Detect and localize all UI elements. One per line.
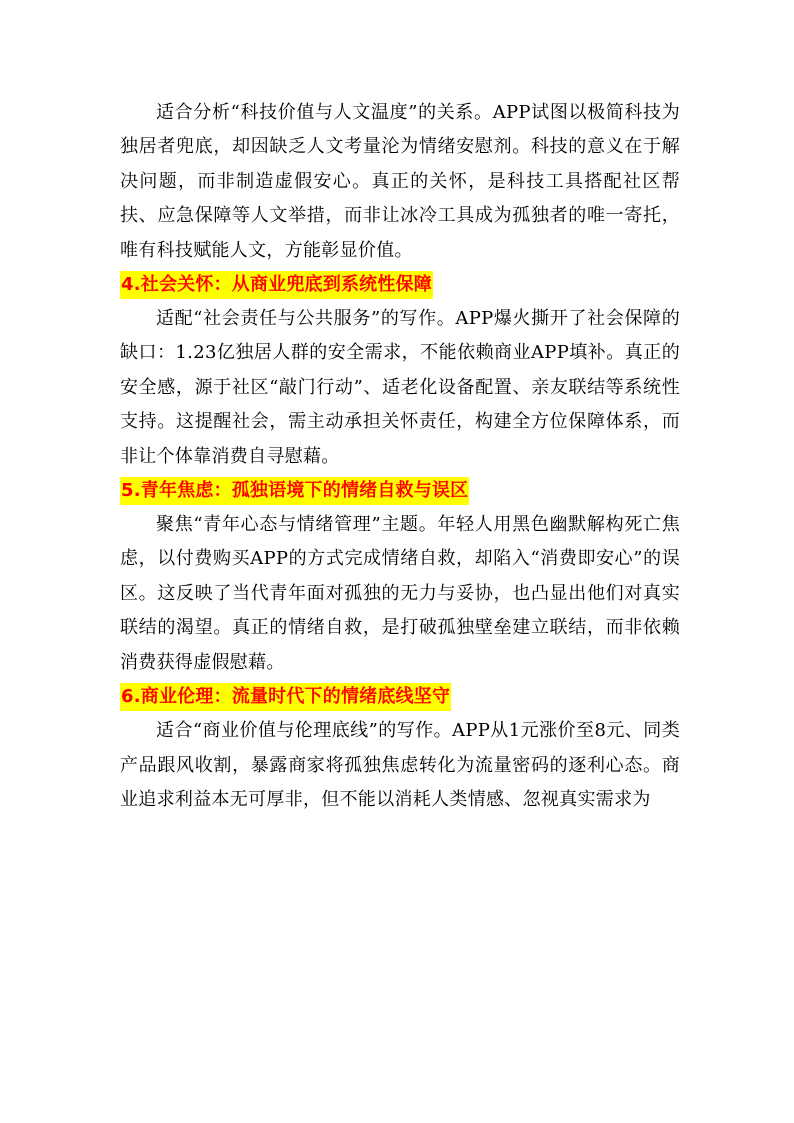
section-heading-4	[120, 270, 680, 300]
section-heading-6	[120, 682, 680, 712]
section-heading-6-text: 6.商业伦理：流量时代下的情绪底线坚守	[120, 683, 451, 711]
paragraph-youth-anxiety: 聚焦“青年心态与情绪管理”主题。年轻人用黑色幽默解构死亡焦虑，以付费购买APP的方式完成情绪自救，却陷入“消费即安心”的误区。这反映了当代青年面对孤独的无力与妥协，也凸显出他们对真实联结的渴望。真正的情绪自救，是打破孤独壁垒建立联结，而非依赖消费获得虚假慰藉。	[120, 514, 680, 673]
section-heading-5	[120, 476, 680, 506]
document-page	[120, 96, 680, 817]
paragraph-social-care: 适配“社会责任与公共服务”的写作。APP爆火撕开了社会保障的缺口：1.23亿独居人群的安全需求，不能依赖商业APP填补。真正的安全感，源于社区“敲门行动”、适老化设备配置、亲友联结等系统性支持。这提醒社会，需主动承担关怀责任，构建全方位保障体系，而非让个体靠消费自寻慰藉。	[120, 308, 680, 467]
section-heading-4-text: 4.社会关怀：从商业兜底到系统性保障	[120, 271, 433, 299]
section-heading-5-text: 5.青年焦虑：孤独语境下的情绪自救与误区	[120, 477, 469, 505]
paragraph-tech-humanity: 适合分析“科技价值与人文温度”的关系。APP试图以极简科技为独居者兜底，却因缺乏人文考量沦为情绪安慰剂。科技的意义在于解决问题，而非制造虚假安心。真正的关怀，是科技工具搭配社区帮扶、应急保障等人文举措，而非让冰冷工具成为孤独者的唯一寄托，唯有科技赋能人文，方能彰显价值。	[120, 102, 680, 261]
paragraph-business-ethics: 适合“商业价值与伦理底线”的写作。APP从1元涨价至8元、同类产品跟风收割，暴露商家将孤独焦虑转化为流量密码的逐利心态。商业追求利益本无可厚非，但不能以消耗人类情感、忽视真实需求为	[120, 720, 680, 810]
